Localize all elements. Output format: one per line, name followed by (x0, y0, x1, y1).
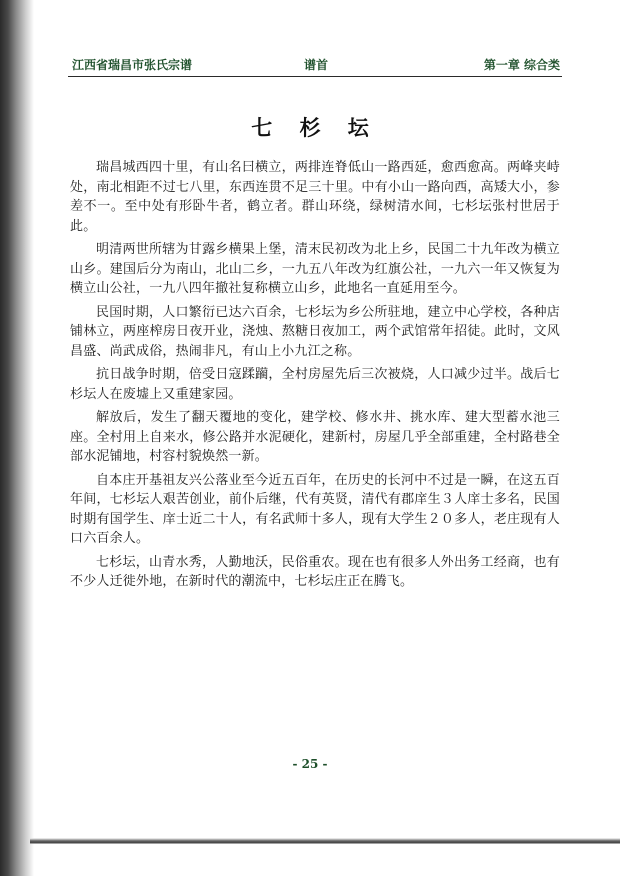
header-chapter: 第一章 综合类 (483, 58, 560, 72)
paragraph-6: 自本庄开基祖友兴公落业至今近五百年，在历史的长河中不过是一瞬，在这五百年间，七杉坛人艰苦创业，前仆后继，代有英贤，清代有郡庠生３人庠士多名，民国时期有国学生、庠士近二十人，有名武师十多人，现有大学生２０多人，老庄现有人口六百余人。 (70, 472, 560, 546)
paragraph-1: 瑞昌城西四十里，有山名曰横立，两排连脊低山一路西延，愈西愈高。两峰夹峙处，南北相距不过七八里，东西连贯不足三十里。中有小山一路向西，高矮大小，参差不一。至中处有形卧牛者，鹤立者。群山环绕，绿树清水间，七杉坛张村世居于此。 (70, 160, 560, 234)
scan-binding-shadow (0, 0, 34, 876)
running-header (72, 56, 560, 74)
header-book-title: 江西省瑞昌市张氏宗谱 (72, 58, 193, 72)
scan-bottom-edge (30, 838, 620, 844)
header-rule (68, 76, 562, 77)
paragraph-3: 民国时期，人口繁衍已达六百余，七杉坛为乡公所驻地，建立中心学校，各种店铺林立，两座榨房日夜开业，浇烛、熬糖日夜加工，两个武馆常年招徒。此时，文风昌盛、尚武成俗，热闹非凡，有山上小九江之称。 (70, 304, 560, 359)
paragraph-2: 明清两世所辖为甘露乡横果上堡，清末民初改为北上乡，民国二十九年改为横立山乡。建国后分为南山，北山二乡，一九五八年改为红旗公社，一九六一年又恢复为横立山公社，一九八四年撤社复称横立山乡，此地名一直延用至今。 (70, 242, 560, 296)
page-title: 七 杉 坛 (251, 115, 379, 140)
paragraph-5: 解放后，发生了翻天覆地的变化，建学校、修水井、挑水库、建大型蓄水池三座。全村用上自来水，修公路并水泥硬化，建新村，房屋几乎全部重建，全村路巷全部水泥铺地，村容村貌焕然一新。 (70, 410, 560, 464)
paragraph-4: 抗日战争时期，倍受日寇蹂躏，全村房屋先后三次被烧，人口减少过半。战后七杉坛人在废墟上又重建家园。 (70, 367, 560, 402)
page-number: - 25 - (292, 757, 328, 771)
body-text (70, 158, 560, 596)
paragraph-7: 七杉坛，山青水秀，人勤地沃，民俗重农。现在也有很多人外出务工经商，也有不少人迁徙外地，在新时代的潮流中，七杉坛庄正在腾飞。 (70, 554, 560, 589)
header-section: 谱首 (303, 58, 329, 72)
